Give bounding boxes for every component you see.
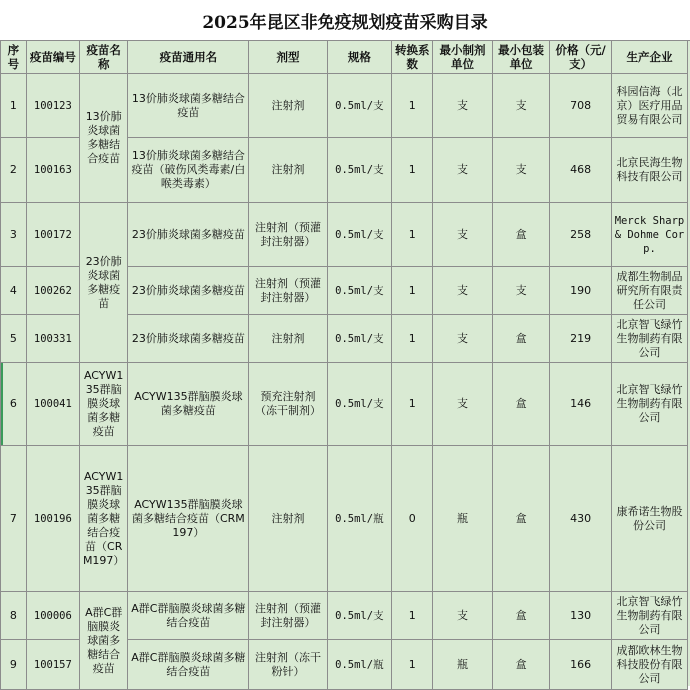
cell-maker[interactable]: 北京智飞绿竹生物制药有限公司 xyxy=(611,592,687,640)
cell-min-unit[interactable]: 支 xyxy=(433,267,493,315)
cell-code[interactable]: 100006 xyxy=(26,592,79,640)
header-row xyxy=(1,41,688,74)
cell-pack-unit[interactable]: 支 xyxy=(492,74,550,138)
cell-maker[interactable]: 北京民海生物科技有限公司 xyxy=(611,138,687,203)
header-cell[interactable]: 序号 xyxy=(1,41,27,74)
cell-factor[interactable]: 1 xyxy=(392,138,433,203)
cell-form[interactable]: 注射剂（预灌封注射器） xyxy=(249,203,327,267)
cell-factor[interactable]: 1 xyxy=(392,592,433,640)
cell-maker[interactable]: Merck Sharp & Dohme Corp. xyxy=(611,203,687,267)
cell-maker[interactable]: 北京智飞绿竹生物制药有限公司 xyxy=(611,315,687,363)
cell-pack-unit[interactable]: 盒 xyxy=(492,592,550,640)
cell-spec[interactable]: 0.5ml/瓶 xyxy=(327,446,392,592)
cell-spec[interactable]: 0.5ml/支 xyxy=(327,138,392,203)
cell-vaccine-name[interactable]: ACYW135群脑膜炎球菌多糖结合疫苗（CRM197） xyxy=(80,446,128,592)
cell-price[interactable]: 468 xyxy=(550,138,612,203)
table-row xyxy=(1,592,688,640)
cell-min-unit[interactable]: 支 xyxy=(433,203,493,267)
table-row xyxy=(1,446,688,592)
table-row xyxy=(1,363,688,446)
cell-generic-name[interactable]: A群C群脑膜炎球菌多糖结合疫苗 xyxy=(128,592,249,640)
cell-form[interactable]: 注射剂（预灌封注射器） xyxy=(249,267,327,315)
cell-form[interactable]: 注射剂（预灌封注射器） xyxy=(249,592,327,640)
page-title: 2025年昆区非免疫规划疫苗采购目录 xyxy=(0,0,690,41)
cell-spec[interactable]: 0.5ml/支 xyxy=(327,363,392,446)
cell-no[interactable]: 9 xyxy=(1,640,27,690)
cell-generic-name[interactable]: ACYW135群脑膜炎球菌多糖疫苗 xyxy=(128,363,249,446)
cell-pack-unit[interactable]: 盒 xyxy=(492,446,550,592)
cell-generic-name[interactable]: ACYW135群脑膜炎球菌多糖结合疫苗（CRM197） xyxy=(128,446,249,592)
cell-generic-name[interactable]: 13价肺炎球菌多糖结合疫苗 xyxy=(128,74,249,138)
cell-form[interactable]: 注射剂（冻干粉针） xyxy=(249,640,327,690)
cell-form[interactable]: 注射剂 xyxy=(249,138,327,203)
header-cell[interactable]: 生产企业 xyxy=(611,41,687,74)
cell-spec[interactable]: 0.5ml/支 xyxy=(327,267,392,315)
cell-spec[interactable]: 0.5ml/支 xyxy=(327,203,392,267)
header-cell[interactable]: 疫苗名称 xyxy=(80,41,128,74)
cell-no[interactable]: 2 xyxy=(1,138,27,203)
cell-pack-unit[interactable]: 盒 xyxy=(492,363,550,446)
cell-code[interactable]: 100123 xyxy=(26,74,79,138)
cell-spec[interactable]: 0.5ml/支 xyxy=(327,592,392,640)
cell-factor[interactable]: 1 xyxy=(392,203,433,267)
cell-min-unit[interactable]: 支 xyxy=(433,138,493,203)
cell-maker[interactable]: 成都生物制品研究所有限责任公司 xyxy=(611,267,687,315)
cell-form[interactable]: 预充注射剂（冻干制剂） xyxy=(249,363,327,446)
cell-maker[interactable]: 成都欧林生物科技股份有限公司 xyxy=(611,640,687,690)
table-row xyxy=(1,74,688,138)
cell-maker[interactable]: 康希诺生物股份公司 xyxy=(611,446,687,592)
cell-min-unit[interactable]: 瓶 xyxy=(433,446,493,592)
cell-min-unit[interactable]: 瓶 xyxy=(433,640,493,690)
cell-factor[interactable]: 1 xyxy=(392,640,433,690)
cell-maker[interactable]: 科园信海（北京）医疗用品贸易有限公司 xyxy=(611,74,687,138)
header-cell[interactable]: 最小包装单位 xyxy=(492,41,550,74)
cell-form[interactable]: 注射剂 xyxy=(249,446,327,592)
header-cell[interactable]: 价格（元/支） xyxy=(550,41,612,74)
cell-spec[interactable]: 0.5ml/支 xyxy=(327,315,392,363)
cell-price[interactable]: 146 xyxy=(550,363,612,446)
cell-no[interactable]: 6 xyxy=(1,363,27,446)
cell-no[interactable]: 3 xyxy=(1,203,27,267)
cell-spec[interactable]: 0.5ml/支 xyxy=(327,74,392,138)
cell-generic-name[interactable]: 13价肺炎球菌多糖结合疫苗（破伤风类毒素/白喉类毒素） xyxy=(128,138,249,203)
cell-vaccine-name[interactable]: 13价肺炎球菌多糖结合疫苗 xyxy=(80,74,128,203)
cell-no[interactable]: 7 xyxy=(1,446,27,592)
cell-min-unit[interactable]: 支 xyxy=(433,592,493,640)
cell-spec[interactable]: 0.5ml/瓶 xyxy=(327,640,392,690)
cell-no[interactable]: 5 xyxy=(1,315,27,363)
cell-vaccine-name[interactable]: A群C群脑膜炎球菌多糖结合疫苗 xyxy=(80,592,128,690)
cell-form[interactable]: 注射剂 xyxy=(249,315,327,363)
cell-min-unit[interactable]: 支 xyxy=(433,315,493,363)
cell-no[interactable]: 4 xyxy=(1,267,27,315)
cell-code[interactable]: 100262 xyxy=(26,267,79,315)
cell-factor[interactable]: 1 xyxy=(392,74,433,138)
cell-form[interactable]: 注射剂 xyxy=(249,74,327,138)
header-cell[interactable]: 疫苗通用名 xyxy=(128,41,249,74)
cell-code[interactable]: 100041 xyxy=(26,363,79,446)
cell-factor[interactable]: 0 xyxy=(392,446,433,592)
cell-no[interactable]: 1 xyxy=(1,74,27,138)
header-cell[interactable]: 剂型 xyxy=(249,41,327,74)
cell-generic-name[interactable]: 23价肺炎球菌多糖疫苗 xyxy=(128,267,249,315)
cell-code[interactable]: 100331 xyxy=(26,315,79,363)
cell-price[interactable]: 219 xyxy=(550,315,612,363)
cell-maker[interactable]: 北京智飞绿竹生物制药有限公司 xyxy=(611,363,687,446)
cell-generic-name[interactable]: 23价肺炎球菌多糖疫苗 xyxy=(128,315,249,363)
cell-vaccine-name[interactable]: ACYW135群脑膜炎球菌多糖疫苗 xyxy=(80,363,128,446)
cell-price[interactable]: 166 xyxy=(550,640,612,690)
table-row xyxy=(1,203,688,267)
cell-generic-name[interactable]: A群C群脑膜炎球菌多糖结合疫苗 xyxy=(128,640,249,690)
cell-price[interactable]: 130 xyxy=(550,592,612,640)
cell-pack-unit[interactable]: 支 xyxy=(492,138,550,203)
cell-price[interactable]: 190 xyxy=(550,267,612,315)
cell-factor[interactable]: 1 xyxy=(392,363,433,446)
cell-code[interactable]: 100157 xyxy=(26,640,79,690)
cell-vaccine-name[interactable]: 23价肺炎球菌多糖疫苗 xyxy=(80,203,128,363)
cell-price[interactable]: 258 xyxy=(550,203,612,267)
cell-pack-unit[interactable]: 盒 xyxy=(492,315,550,363)
cell-min-unit[interactable]: 支 xyxy=(433,363,493,446)
cell-factor[interactable]: 1 xyxy=(392,315,433,363)
cell-code[interactable]: 100196 xyxy=(26,446,79,592)
header-cell[interactable]: 转换系数 xyxy=(392,41,433,74)
cell-code[interactable]: 100163 xyxy=(26,138,79,203)
cell-min-unit[interactable]: 支 xyxy=(433,74,493,138)
cell-price[interactable]: 708 xyxy=(550,74,612,138)
cell-no[interactable]: 8 xyxy=(1,592,27,640)
cell-pack-unit[interactable]: 支 xyxy=(492,267,550,315)
cell-generic-name[interactable]: 23价肺炎球菌多糖疫苗 xyxy=(128,203,249,267)
header-cell[interactable]: 疫苗编号 xyxy=(26,41,79,74)
header-cell[interactable]: 规格 xyxy=(327,41,392,74)
cell-pack-unit[interactable]: 盒 xyxy=(492,203,550,267)
cell-price[interactable]: 430 xyxy=(550,446,612,592)
vaccine-table xyxy=(0,40,688,690)
cell-factor[interactable]: 1 xyxy=(392,267,433,315)
header-cell[interactable]: 最小制剂单位 xyxy=(433,41,493,74)
cell-code[interactable]: 100172 xyxy=(26,203,79,267)
cell-pack-unit[interactable]: 盒 xyxy=(492,640,550,690)
